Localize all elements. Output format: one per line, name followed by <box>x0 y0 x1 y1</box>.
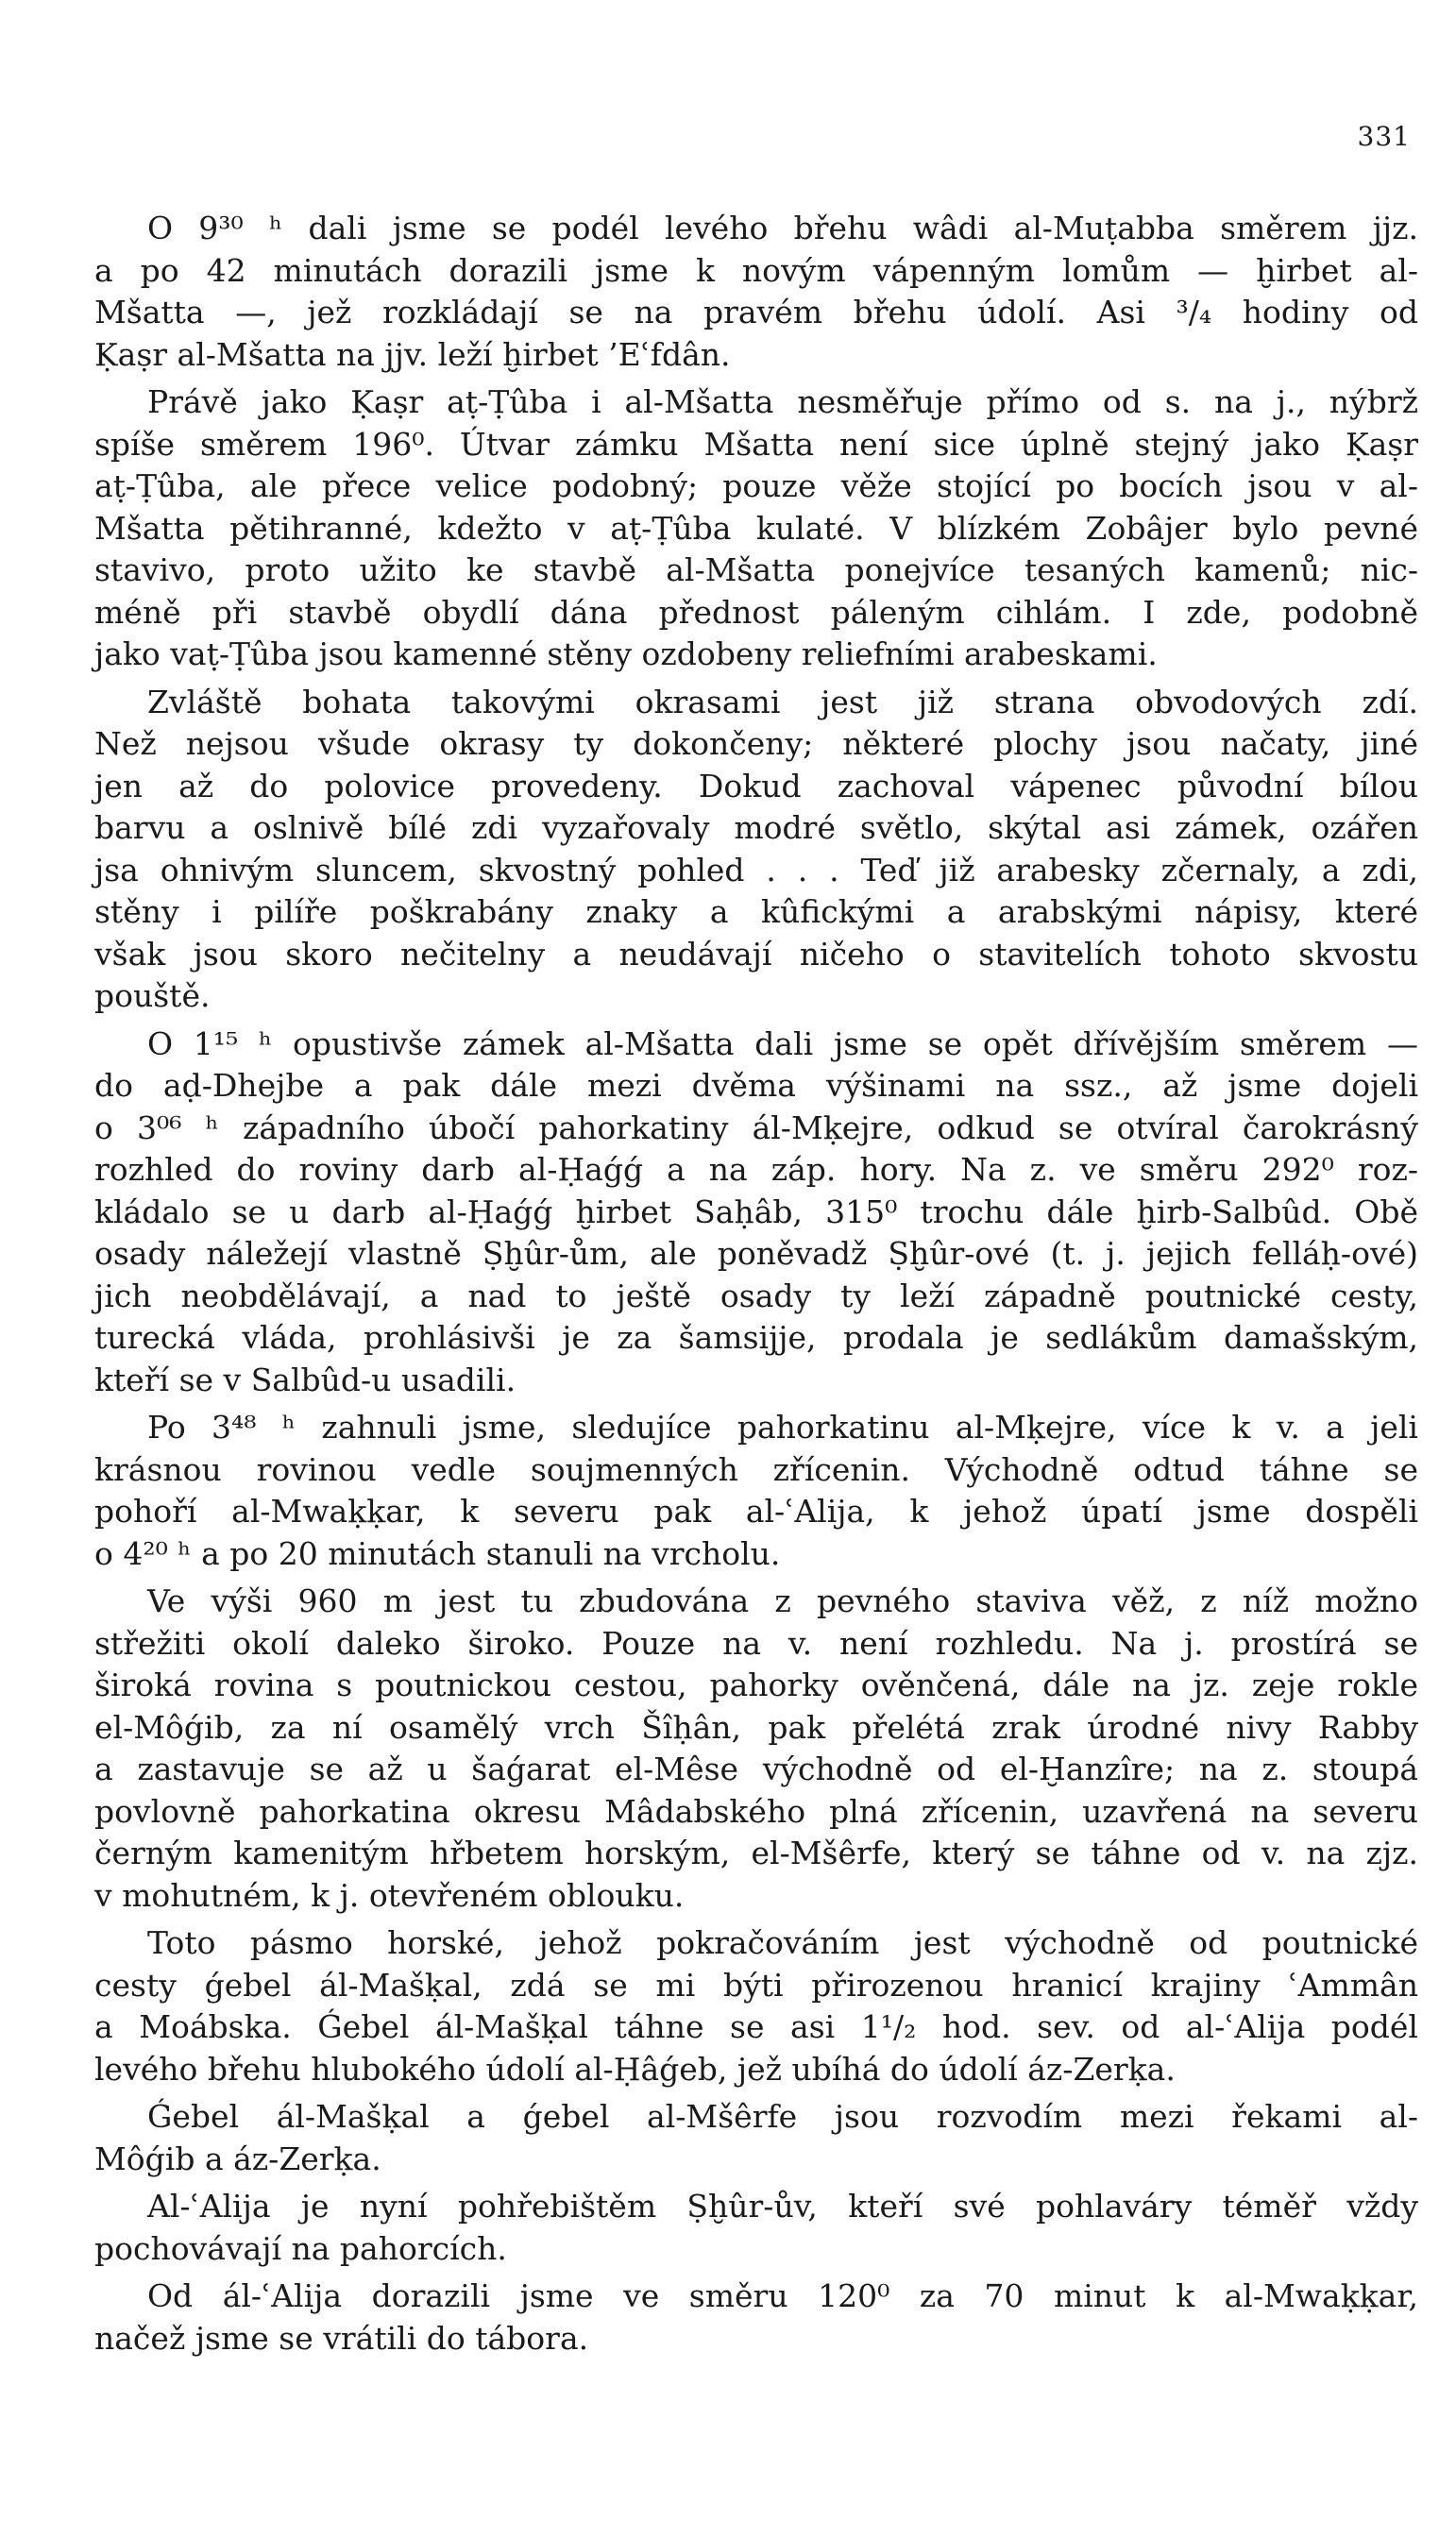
text-line: O 1¹⁵ ʰ opustivše zámek al-Mšatta dali jsme se opět dřívějším směrem — <box>147 1024 1418 1062</box>
text-line: černým kamenitým hřbetem horským, el-Mšêrfe, který se táhne od v. na zjz. <box>94 1835 1418 1871</box>
text-line: pouště. <box>94 977 211 1014</box>
text-line: však jsou skoro nečitelny a neudávají ničeho o stavitelích tohoto skvostu <box>94 935 1418 973</box>
text-line: rozhled do roviny darb al-Ḥaǵǵ a na záp. hory. Na z. ve směru 292⁰ roz- <box>94 1151 1418 1188</box>
paragraph <box>94 1407 1418 1575</box>
paragraph <box>94 381 1418 676</box>
text-line: Mšatta —, jež rozkládají se na pravém břehu údolí. Asi ³/₄ hodiny od <box>94 294 1418 330</box>
text-line: barvu a oslnivě bílé zdi vyzařovaly modré světlo, skýtal asi zámek, ozářen <box>94 809 1418 846</box>
text-line: cesty ǵebel ál-Mašḳal, zdá se mi býti přirozenou hranicí krajiny ʿAmmân <box>94 1966 1418 2004</box>
text-line: levého břehu hlubokého údolí al-Ḥâǵeb, jež ubíhá do údolí áz-Zerḳa. <box>94 2050 1176 2088</box>
text-line: Mšatta pětihranné, kdežto v aṭ-Ṭûba kulaté. V blízkém Zobâjer bylo pevné <box>94 509 1418 547</box>
text-line: jich neobdělávají, a nad to ještě osady ty leží západně poutnické cesty, <box>94 1277 1418 1314</box>
text-line: Toto pásmo horské, jehož pokračováním jest východně od poutnické <box>147 1924 1418 1961</box>
text-line: el-Môǵib, za ní osamělý vrch Šîḥân, pak přelétá zrak úrodné nivy Rabby <box>94 1708 1418 1746</box>
paragraph <box>94 1922 1418 2090</box>
text-line: méně při stavbě obydlí dána přednost páleným cihlám. I zde, podobně <box>94 593 1418 631</box>
text-line: Právě jako Ḳaṣr aṭ-Ṭûba i al-Mšatta nesměřuje přímo od s. na j., nýbrž <box>147 383 1418 420</box>
text-line: jsa ohnivým sluncem, skvostný pohled . . . Teď již arabesky zčernaly, a zdi, <box>94 851 1418 888</box>
text-line: aṭ-Ṭûba, ale přece velice podobný; pouze věže stojící po bocích jsou v al- <box>94 467 1418 504</box>
text-line: Po 3⁴⁸ ʰ zahnuli jsme, sledujíce pahorkatinu al-Mḳejre, více k v. a jeli <box>147 1409 1418 1446</box>
paragraph <box>94 1024 1418 1402</box>
text-line: Ḳaṣr al-Mšatta na jjv. leží ḫirbet ’Eʿfdân. <box>94 335 731 373</box>
text-line: jako vaṭ-Ṭûba jsou kamenné stěny ozdobeny reliefními arabeskami. <box>94 635 1158 672</box>
page-number: 331 <box>1357 121 1411 152</box>
paragraph <box>94 682 1418 1018</box>
text-line: Ve výši 960 m jest tu zbudována z pevného staviva věž, z níž možno <box>147 1582 1418 1619</box>
paragraph <box>94 2096 1418 2180</box>
text-line: O 9³⁰ ʰ dali jsme se podél levého břehu wâdi al-Muṭabba směrem jjz. <box>147 210 1418 246</box>
text-line: o 4²⁰ ʰ a po 20 minutách stanuli na vrcholu. <box>94 1534 781 1572</box>
text-line: turecká vláda, prohlásivši je za šamsijje, prodala je sedlákům damašským, <box>94 1319 1418 1356</box>
text-line: osady náležejí vlastně Ṣḫûr-ům, ale poněvadž Ṣḫûr-ové (t. j. jejich felláḥ-ové) <box>94 1235 1418 1272</box>
text-line: o 3⁰⁶ ʰ západního úbočí pahorkatiny ál-Mḳejre, odkud se otvíral čarokrásný <box>94 1108 1418 1146</box>
text-line: povlovně pahorkatina okresu Mâdabského plná zřícenin, uzavřená na severu <box>94 1792 1418 1830</box>
paragraph <box>94 1581 1418 1917</box>
text-line: kládalo se u darb al-Ḥaǵǵ ḫirbet Saḥâb, 315⁰ trochu dále ḫirb-Salbûd. Obě <box>94 1193 1418 1230</box>
text-line: pohoří al-Mwaḳḳar, k severu pak al-ʿAlija, k jehož úpatí jsme dospěli <box>94 1493 1418 1530</box>
text-line: stavivo, proto užito ke stavbě al-Mšatta ponejvíce tesaných kamenů; nic- <box>94 551 1418 588</box>
paragraph <box>94 208 1418 376</box>
text-line: Od ál-ʿAlija dorazili jsme ve směru 120⁰ za 70 minut k al-Mwaḳḳar, <box>147 2277 1418 2314</box>
text-line: Zvláště bohata takovými okrasami jest již strana obvodových zdí. <box>147 683 1418 720</box>
text-line: a Moábska. Ǵebel ál-Mašḳal táhne se asi 1¹/₂ hod. sev. od al-ʿAlija podél <box>94 2008 1418 2045</box>
text-line: do aḍ-Dhejbe a pak dále mezi dvěma výšinami na ssz., až jsme dojeli <box>94 1067 1418 1104</box>
paragraph <box>94 2276 1418 2360</box>
text-line: jen až do polovice provedeny. Dokud zachoval vápenec původní bílou <box>94 767 1418 804</box>
paragraph <box>94 2186 1418 2270</box>
text-line: Al-ʿAlija je nyní pohřebištěm Ṣḫûr-ův, kteří své pohlaváry téměř vždy <box>147 2188 1418 2225</box>
text-line: široká rovina s poutnickou cestou, pahorky ověnčená, dále na jz. zeje rokle <box>94 1667 1418 1703</box>
text-line: střežiti okolí daleko široko. Pouze na v. není rozhledu. Na j. prostírá se <box>94 1624 1418 1662</box>
text-line: Ǵebel ál-Mašḳal a ǵebel al-Mšêrfe jsou rozvodím mezi řekami al- <box>147 2098 1418 2135</box>
text-line: stěny i pilíře poškrabány znaky a kûfickými a arabskými nápisy, které <box>94 893 1418 930</box>
text-line: spíše směrem 196⁰. Útvar zámku Mšatta není sice úplně stejný jako Ḳaṣr <box>94 425 1418 463</box>
text-line: kteří se v Salbûd-u usadili. <box>94 1361 516 1398</box>
text-line: a zastavuje se až u šaǵarat el-Mêse východně od el-Ḫanzîre; na z. stoupá <box>94 1751 1418 1787</box>
text-line: krásnou rovinou vedle soujmenných zřícenin. Východně odtud táhne se <box>94 1450 1418 1488</box>
text-line: načež jsme se vrátili do tábora. <box>94 2319 589 2357</box>
text-line: Než nejsou všude okrasy ty dokončeny; některé plochy jsou načaty, jiné <box>94 725 1418 762</box>
text-line: a po 42 minutách dorazili jsme k novým vápenným lomům — ḫirbet al- <box>94 251 1418 289</box>
text-line: pochovávají na pahorcích. <box>94 2229 507 2267</box>
text-line: Môǵib a áz-Zerḳa. <box>94 2140 381 2177</box>
body-text <box>94 208 1418 2365</box>
text-line: v mohutném, k j. otevřeném oblouku. <box>94 1876 685 1914</box>
